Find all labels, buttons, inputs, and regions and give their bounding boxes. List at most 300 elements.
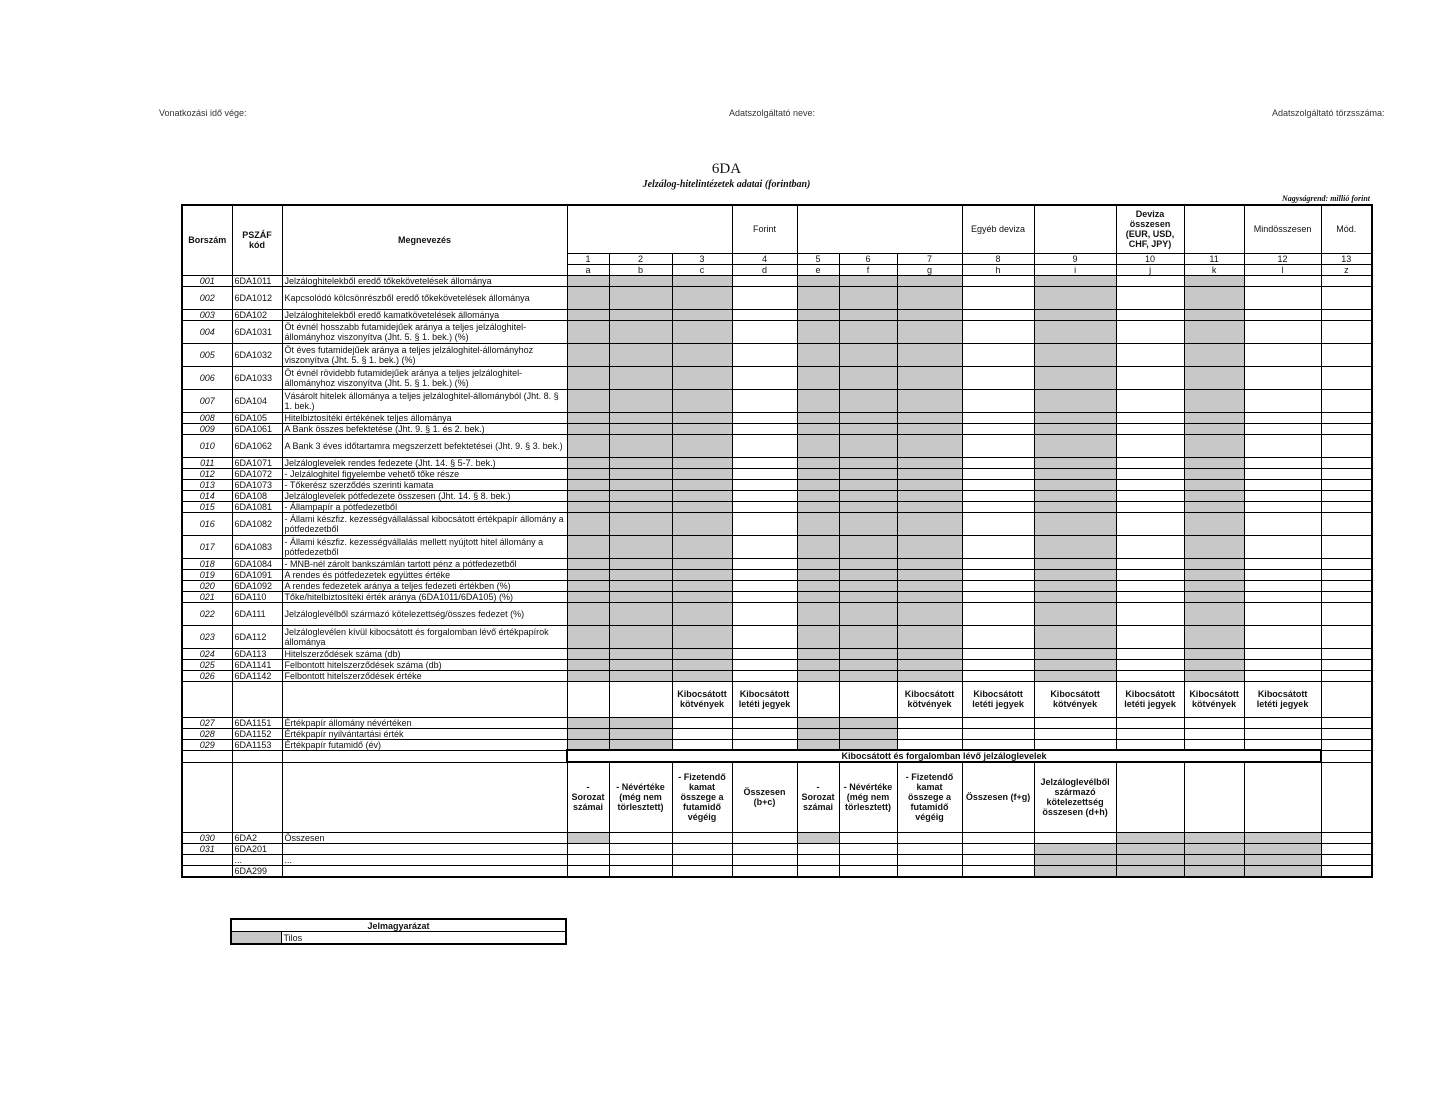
value-cell [1116,659,1184,670]
value-cell [1184,625,1244,648]
value-cell [567,479,609,490]
subheader-fizetendo: - Fizetendő kamat összege a futamidő végéig [672,762,732,832]
value-cell [962,843,1034,854]
value-cell [1321,854,1372,865]
row-name: - MNB-nél zárolt bankszámlán tartott pénz a pótfedezetből [282,558,567,569]
value-cell [839,739,897,750]
row-code: 6DA1071 [232,457,282,468]
subheader-nevertek: - Névértéke (még nem törlesztett) [609,762,672,832]
value-cell [1244,569,1321,580]
row-code: 6DA1073 [232,479,282,490]
table-row [182,457,1372,468]
row-number: 002 [182,286,232,309]
value-cell [797,558,839,569]
value-cell [1034,739,1116,750]
value-cell [609,468,672,479]
value-cell [1184,717,1244,728]
value-cell [1034,434,1116,457]
value-cell [897,659,962,670]
blank-cell [282,762,567,832]
value-cell [1244,490,1321,501]
value-cell [797,309,839,320]
value-cell [797,602,839,625]
value-cell [1034,366,1116,389]
value-cell [839,535,897,558]
row-code: 6DA111 [232,602,282,625]
value-cell [839,275,897,286]
row-code: 6DA1031 [232,320,282,343]
value-cell [1034,558,1116,569]
value-cell [1321,558,1372,569]
value-cell [1116,558,1184,569]
value-cell [1116,412,1184,423]
value-cell [567,739,609,750]
value-cell [732,479,797,490]
value-cell [797,580,839,591]
value-cell [797,865,839,877]
value-cell [567,512,609,535]
value-cell [1321,602,1372,625]
value-cell [732,580,797,591]
value-cell [732,468,797,479]
row-number: 023 [182,625,232,648]
value-cell [567,569,609,580]
value-cell [1116,309,1184,320]
value-cell [797,479,839,490]
value-cell [839,434,897,457]
column-number: 3 [672,253,732,264]
row-number: 025 [182,659,232,670]
value-cell [1034,843,1116,854]
table-row [182,389,1372,412]
row-name: - Állami készfiz. kezességvállalással kibocsátott értékpapír állomány a pótfedezetből [282,512,567,535]
row-code: 6DA112 [232,625,282,648]
value-cell [1321,275,1372,286]
blank-cell [1184,762,1244,832]
row-code: 6DA1142 [232,670,282,681]
value-cell [672,434,732,457]
value-cell [897,832,962,843]
value-cell [609,670,672,681]
value-cell [962,468,1034,479]
value-cell [732,389,797,412]
column-number: 7 [897,253,962,264]
value-cell [1116,843,1184,854]
value-cell [797,423,839,434]
value-cell [1244,854,1321,865]
value-cell [567,558,609,569]
value-cell [897,457,962,468]
value-cell [1116,602,1184,625]
table-row [182,659,1372,670]
value-cell [897,320,962,343]
row-name: A Bank összes befektetése (Jht. 9. § 1. és 2. bek.) [282,423,567,434]
row-number [182,854,232,865]
row-number: 017 [182,535,232,558]
value-cell [1244,625,1321,648]
value-cell [962,343,1034,366]
row-number: 027 [182,717,232,728]
value-cell [1034,320,1116,343]
value-cell [732,501,797,512]
value-cell [1034,854,1116,865]
value-cell [1116,490,1184,501]
column-letter: j [1116,264,1184,275]
value-cell [732,854,797,865]
value-cell [962,512,1034,535]
data-table-body [182,205,1372,877]
value-cell [567,832,609,843]
value-cell [567,648,609,659]
table-row [182,320,1372,343]
value-cell [567,286,609,309]
value-cell [732,286,797,309]
value-cell [1321,832,1372,843]
row-name: Jelzáloghitelekből eredő kamatkövetelések állománya [282,309,567,320]
row-name: Felbontott hitelszerződések értéke [282,670,567,681]
subheader-leteti: Kibocsátott letéti jegyek [732,681,797,717]
subheader-leteti: Kibocsátott letéti jegyek [1244,681,1321,717]
value-cell [1244,423,1321,434]
value-cell [897,580,962,591]
col-blank-k [1184,205,1244,253]
row-code: 6DA1033 [232,366,282,389]
value-cell [1034,512,1116,535]
value-cell [1321,659,1372,670]
value-cell [897,558,962,569]
value-cell [732,320,797,343]
value-cell [1184,580,1244,591]
value-cell [1244,457,1321,468]
value-cell [897,717,962,728]
value-cell [1321,389,1372,412]
value-cell [897,728,962,739]
value-cell [839,286,897,309]
value-cell [1034,309,1116,320]
value-cell [1034,670,1116,681]
value-cell [732,670,797,681]
blank-cell [182,750,232,762]
band-row [182,750,1372,762]
table-row [182,865,1372,877]
value-cell [962,717,1034,728]
row-name [282,865,567,877]
value-cell [897,423,962,434]
value-cell [1034,457,1116,468]
table-row [182,717,1372,728]
value-cell [797,343,839,366]
col-mindosszesen: Mindösszesen [1244,205,1321,253]
value-cell [1034,468,1116,479]
value-cell [839,468,897,479]
legend-table [230,918,567,945]
value-cell [897,490,962,501]
value-cell [1184,434,1244,457]
value-cell [897,591,962,602]
value-cell [732,366,797,389]
table-row [182,832,1372,843]
value-cell [962,728,1034,739]
value-cell [1244,843,1321,854]
value-cell [1184,569,1244,580]
value-cell [897,412,962,423]
value-cell [732,832,797,843]
value-cell [672,501,732,512]
row-name: Öt éves futamidejűek aránya a teljes jelzáloghitel-állományhoz viszonyítva (Jht. 5. § 1. bek.) (%) [282,343,567,366]
blank-cell [609,681,672,717]
value-cell [797,648,839,659]
value-cell [732,309,797,320]
value-cell [609,717,672,728]
subheader-kotveny: Kibocsátott kötvények [1184,681,1244,717]
value-cell [1321,490,1372,501]
row-number: 007 [182,389,232,412]
table-row [182,602,1372,625]
subheader-osszesen-fg: Összesen (f+g) [962,762,1034,832]
row-number: 016 [182,512,232,535]
value-cell [1321,309,1372,320]
value-cell [1034,865,1116,877]
row-number: 001 [182,275,232,286]
value-cell [962,535,1034,558]
value-cell [1184,832,1244,843]
value-cell [609,728,672,739]
value-cell [1244,412,1321,423]
table-row [182,412,1372,423]
value-cell [897,569,962,580]
value-cell [672,591,732,602]
value-cell [609,659,672,670]
row-name: Hitelszerződések száma (db) [282,648,567,659]
col-group-blank-2 [797,205,962,253]
blank-cell [232,681,282,717]
table-row [182,501,1372,512]
value-cell [1184,648,1244,659]
value-cell [839,728,897,739]
value-cell [672,670,732,681]
value-cell [732,490,797,501]
row-code: 6DA1092 [232,580,282,591]
value-cell [609,320,672,343]
value-cell [609,275,672,286]
table-row [182,728,1372,739]
value-cell [797,843,839,854]
value-cell [962,659,1034,670]
row-code: 6DA110 [232,591,282,602]
table-row [182,580,1372,591]
table-row [182,569,1372,580]
legend-shade-swatch [231,932,281,945]
value-cell [1184,412,1244,423]
table-row [182,423,1372,434]
value-cell [897,479,962,490]
row-name: A Bank 3 éves időtartamra megszerzett befektetései (Jht. 9. § 3. bek.) [282,434,567,457]
value-cell [962,558,1034,569]
value-cell [567,309,609,320]
row-name: - Állampapír a pótfedezetből [282,501,567,512]
subheader-sorozat: - Sorozat számai [567,762,609,832]
legend-tiltott: Tilos [281,932,566,945]
subheader-row [182,681,1372,717]
row-number: 026 [182,670,232,681]
column-letter: z [1321,264,1372,275]
value-cell [567,625,609,648]
row-name: Jelzáloghitelekből eredő tőkekövetelések állománya [282,275,567,286]
value-cell [609,569,672,580]
value-cell [962,854,1034,865]
value-cell [609,286,672,309]
row-number: 004 [182,320,232,343]
column-letter: d [732,264,797,275]
row-number: 024 [182,648,232,659]
value-cell [797,854,839,865]
value-cell [839,389,897,412]
value-cell [732,275,797,286]
row-code: 6DA108 [232,490,282,501]
row-name: Értékpapír nyilvántartási érték [282,728,567,739]
row-code: 6DA1011 [232,275,282,286]
value-cell [609,423,672,434]
value-cell [672,479,732,490]
value-cell [1034,580,1116,591]
row-name: - Állami készfiz. kezességvállalás mellett nyújtott hitel állomány a pótfedezetből [282,535,567,558]
value-cell [1184,501,1244,512]
value-cell [1034,717,1116,728]
col-sorszam: Borszám [182,205,232,275]
value-cell [839,423,897,434]
value-cell [1116,501,1184,512]
value-cell [1184,739,1244,750]
value-cell [567,580,609,591]
value-cell [1034,591,1116,602]
row-code: 6DA1081 [232,501,282,512]
row-number: 008 [182,412,232,423]
value-cell [1244,479,1321,490]
value-cell [1244,343,1321,366]
column-number: 6 [839,253,897,264]
row-number: 021 [182,591,232,602]
value-cell [962,602,1034,625]
value-cell [1034,625,1116,648]
value-cell [732,569,797,580]
value-cell [1244,659,1321,670]
value-cell [672,535,732,558]
row-code: 6DA1152 [232,728,282,739]
value-cell [1321,670,1372,681]
row-code: ... [232,854,282,865]
table-row [182,854,1372,865]
subheader-kotveny: Kibocsátott kötvények [672,681,732,717]
value-cell [1244,591,1321,602]
value-cell [1184,659,1244,670]
value-cell [897,275,962,286]
row-number: 020 [182,580,232,591]
column-number: 11 [1184,253,1244,264]
value-cell [962,580,1034,591]
value-cell [672,389,732,412]
value-cell [1321,591,1372,602]
value-cell [897,501,962,512]
value-cell [1116,275,1184,286]
value-cell [732,625,797,648]
subheader-leteti: Kibocsátott letéti jegyek [1116,681,1184,717]
value-cell [732,728,797,739]
value-cell [1034,659,1116,670]
value-cell [797,412,839,423]
value-cell [732,512,797,535]
col-mod: Mód. [1321,205,1372,253]
row-code: 6DA2 [232,832,282,843]
value-cell [732,648,797,659]
value-cell [839,479,897,490]
row-number: 012 [182,468,232,479]
subheader-kotveny: Kibocsátott kötvények [897,681,962,717]
table-row [182,512,1372,535]
value-cell [567,434,609,457]
value-cell [609,501,672,512]
value-cell [1116,479,1184,490]
row-number [182,865,232,877]
row-name: Jelzáloglevelek pótfedezete összesen (Jht. 14. § 8. bek.) [282,490,567,501]
value-cell [1184,602,1244,625]
value-cell [1116,670,1184,681]
value-cell [609,843,672,854]
value-cell [1184,535,1244,558]
column-number: 10 [1116,253,1184,264]
value-cell [962,739,1034,750]
row-number: 031 [182,843,232,854]
table-row [182,535,1372,558]
column-number: 1 [567,253,609,264]
value-cell [797,457,839,468]
column-letter: l [1244,264,1321,275]
col-forint: Forint [732,205,797,253]
value-cell [897,309,962,320]
value-cell [672,366,732,389]
table-row [182,648,1372,659]
row-number: 014 [182,490,232,501]
blank-cell [1321,762,1372,832]
value-cell [1116,423,1184,434]
value-cell [567,602,609,625]
value-cell [672,602,732,625]
value-cell [567,490,609,501]
value-cell [672,309,732,320]
value-cell [672,648,732,659]
value-cell [609,490,672,501]
value-cell [1321,468,1372,479]
value-cell [1321,457,1372,468]
row-name: Jelzáloglevelek rendes fedezete (Jht. 14. § 5-7. bek.) [282,457,567,468]
value-cell [1244,670,1321,681]
row-code: 6DA201 [232,843,282,854]
row-name: Öt évnél hosszabb futamidejűek aránya a teljes jelzáloghitel-állományhoz viszonyítva (Jht. 5. § 1. bek.) (%) [282,320,567,343]
value-cell [567,843,609,854]
value-cell [797,366,839,389]
value-cell [897,648,962,659]
value-cell [962,286,1034,309]
col-group-blank-1 [567,205,732,253]
value-cell [732,423,797,434]
value-cell [1321,728,1372,739]
col-deviza-osszesen: Deviza összesen (EUR, USD, CHF, JPY) [1116,205,1184,253]
row-code: 6DA1084 [232,558,282,569]
table-row [182,490,1372,501]
value-cell [797,832,839,843]
blank-cell [1244,762,1321,832]
value-cell [567,501,609,512]
value-cell [839,309,897,320]
